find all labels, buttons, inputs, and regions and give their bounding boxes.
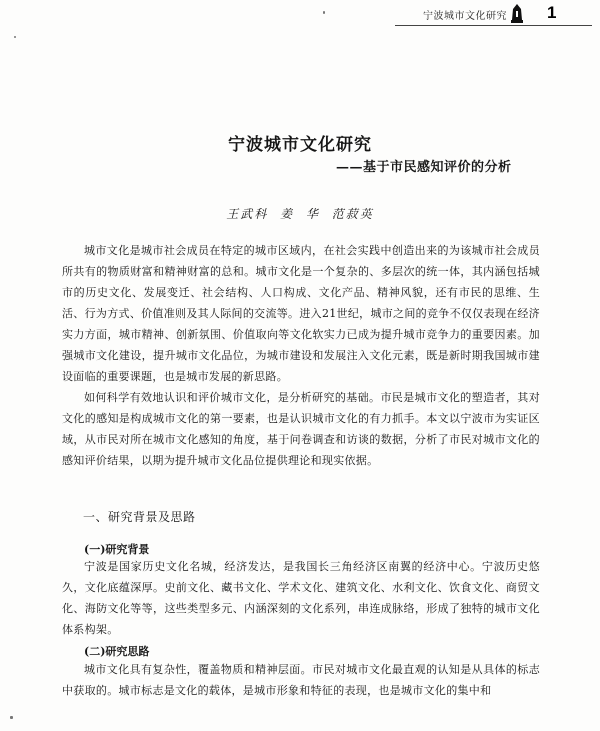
abstract-paragraph-2: 如何科学有效地认识和评价城市文化，是分析研究的基础。市民是城市文化的塑造者，其对文化的感知是构成城市文化的第一要素，也是认识城市文化的有力抓手。本文以宁波市为实证区域，从市民对所在城市文化感知的角度，基于问卷调查和访谈的数据，分析了市民对城市文化的感知评价结果，以期为提升城市文化品位提供理论和现实依据。	[62, 391, 540, 467]
article-authors: 王武科 姜 华 范菽英	[226, 207, 374, 221]
scan-speck	[323, 11, 325, 14]
page-number: 1	[547, 3, 557, 22]
section-heading: 一、研究背景及思路	[83, 510, 196, 524]
header-rule	[395, 25, 592, 26]
subsection-heading-approach: (二)研究思路	[84, 645, 150, 658]
scan-speck	[10, 716, 13, 719]
abstract	[62, 240, 540, 471]
running-header	[0, 0, 600, 32]
scan-speck	[14, 36, 16, 38]
subsection-heading-background: (一)研究背景	[84, 543, 150, 556]
subsection-text-approach: 城市文化具有复杂性，覆盖物质和精神层面。市民对城市文化最直观的认知是从具体的标志中获取的。城市标志是文化的载体，是城市形象和特征的表现，也是城市文化的集中和	[62, 663, 540, 697]
article-title: 宁波城市文化研究	[228, 135, 372, 155]
lantern-icon	[510, 3, 524, 23]
abstract-paragraph-1: 城市文化是城市社会成员在特定的城市区域内，在社会实践中创造出来的为该城市社会成员所共有的物质财富和精神财富的总和。城市文化是一个复杂的、多层次的统一体，其内涵包括城市的历史文化、发展变迁、社会结构、人口构成、文化产品、精神风貌，还有市民的思维、生活、行为方式、价值准则及其人际间的交流等。进入21世纪，城市之间的竞争不仅仅表现在经济实力方面，城市精神、创新氛围、价值取向等文化软实力已成为提升城市竞争力的重要因素。加强城市文化建设，提升城市文化品位，为城市建设和发展注入文化元素，既是新时期我国城市建设面临的重要课题，也是城市发展的新思路。	[62, 244, 540, 383]
running-header-title: 宁波城市文化研究	[423, 11, 507, 22]
subsection-text-background: 宁波是国家历史文化名城，经济发达，是我国长三角经济区南翼的经济中心。宁波历史悠久，文化底蕴深厚。史前文化、藏书文化、学术文化、建筑文化、水利文化、饮食文化、商贸文化、海防文化等等，这些类型多元、内涵深刻的文化系列，串连成脉络，形成了独特的城市文化体系构架。	[62, 560, 540, 636]
article-subtitle: ——基于市民感知评价的分析	[336, 160, 512, 175]
